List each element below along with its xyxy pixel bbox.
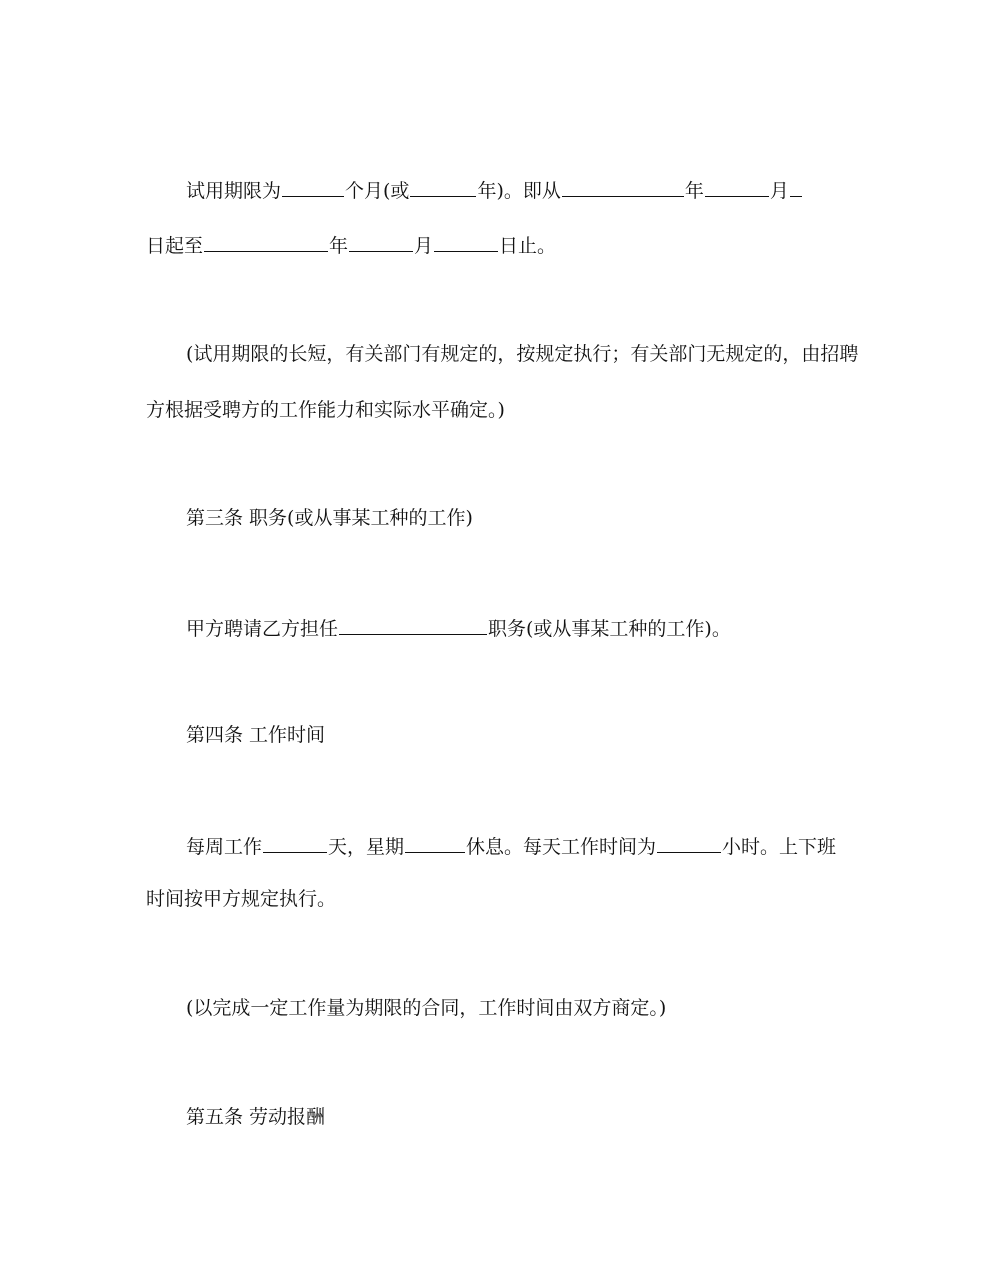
article-4-text-a: 每周工作 bbox=[186, 836, 263, 858]
blank-rest-day bbox=[405, 832, 465, 853]
trial-note-line-2: 方根据受聘方的工作能力和实际水平确定。) bbox=[146, 399, 505, 421]
article-4-text-b: 天，星期 bbox=[328, 836, 405, 858]
blank-work-hours bbox=[657, 832, 721, 853]
trial-period-line-2 bbox=[146, 231, 556, 257]
trial-text-9: 日止。 bbox=[499, 235, 557, 257]
blank-end-day bbox=[434, 231, 498, 252]
trial-text-7: 年 bbox=[329, 235, 349, 257]
trial-text-1: 试用期限为 bbox=[186, 180, 282, 202]
article-3-text bbox=[186, 614, 731, 640]
article-3-text-a: 甲方聘请乙方担任 bbox=[186, 618, 339, 640]
article-3-text-b: 职务(或从事某工种的工作)。 bbox=[488, 618, 731, 640]
trial-period-line-1 bbox=[186, 176, 803, 202]
blank-end-year bbox=[204, 231, 328, 252]
article-5-heading: 第五条 劳动报酬 bbox=[186, 1106, 326, 1128]
article-3-heading: 第三条 职务(或从事某工种的工作) bbox=[186, 507, 473, 529]
trial-text-5: 月 bbox=[769, 180, 789, 202]
article-4-heading: 第四条 工作时间 bbox=[186, 724, 326, 746]
article-4-text-c: 休息。每天工作时间为 bbox=[466, 836, 657, 858]
trial-note-line-1: (试用期限的长短，有关部门有规定的，按规定执行；有关部门无规定的，由招聘 bbox=[186, 343, 859, 365]
blank-start-month bbox=[705, 176, 769, 197]
blank-position bbox=[339, 614, 487, 635]
blank-start-day bbox=[790, 176, 802, 197]
blank-years bbox=[410, 176, 476, 197]
article-4-line-2: 时间按甲方规定执行。 bbox=[146, 888, 337, 910]
trial-text-3: 年)。即从 bbox=[477, 180, 561, 202]
article-4-text-d: 小时。上下班 bbox=[722, 836, 837, 858]
trial-text-6: 日起至 bbox=[146, 235, 204, 257]
article-4-line-1 bbox=[186, 832, 836, 858]
blank-end-month bbox=[349, 231, 413, 252]
blank-start-year bbox=[562, 176, 684, 197]
trial-text-4: 年 bbox=[684, 180, 704, 202]
article-4-note: (以完成一定工作量为期限的合同，工作时间由双方商定。) bbox=[186, 997, 667, 1019]
blank-months bbox=[282, 176, 344, 197]
trial-text-2: 个月(或 bbox=[345, 180, 410, 202]
trial-text-8: 月 bbox=[414, 235, 434, 257]
blank-work-days bbox=[263, 832, 327, 853]
